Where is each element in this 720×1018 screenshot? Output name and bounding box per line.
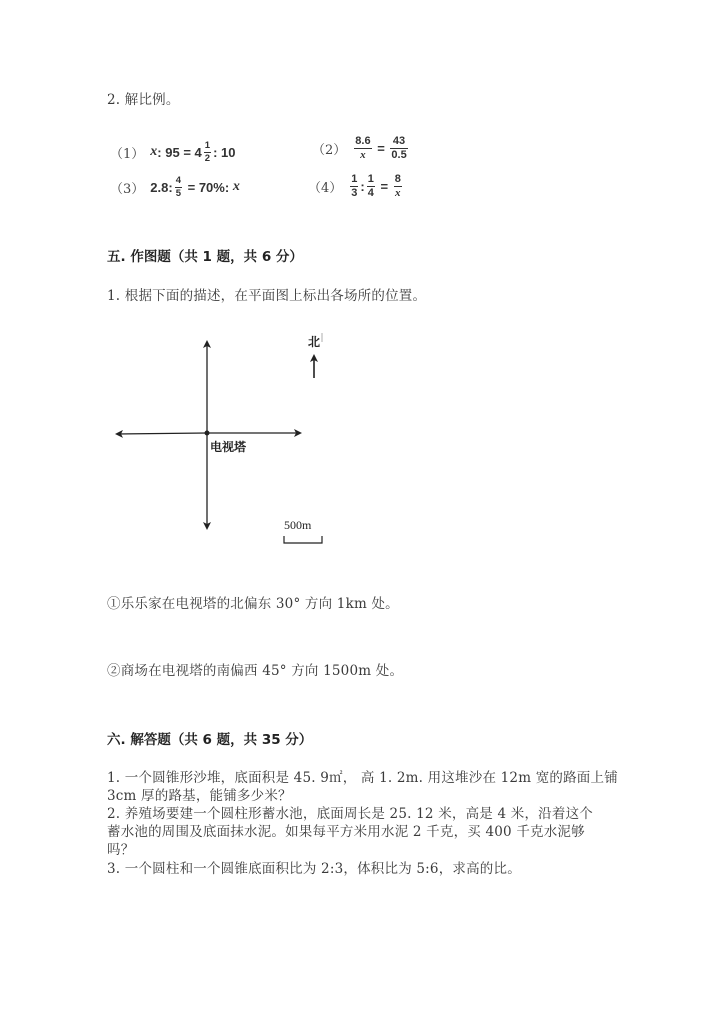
- section-heading-answer: 六. 解答题（共 6 题，共 35 分）: [107, 732, 313, 748]
- question-2-line-1: 2. 养殖场要建一个圆柱形蓄水池，底面周长是 25. 12 米，高是 4 米，沿着这个: [107, 806, 593, 822]
- problem-label: （4）: [308, 181, 343, 196]
- question-1-line-1: 1. 一个圆锥形沙堆，底面积是 45. 9㎡， 高 1. 2m. 用这堆沙在 12m 宽的路面上铺: [107, 770, 618, 786]
- question-1-line-2: 3cm 厚的路基，能铺多少米？: [107, 788, 292, 804]
- fraction: $\frac{4}{5}$: [175, 175, 181, 199]
- problem-label: （1）: [110, 146, 145, 162]
- west-axis: [117, 433, 207, 434]
- section-heading-drawing: 五. 作图题（共 1 题，共 6 分）: [107, 249, 303, 265]
- compass-diagram: [100, 320, 340, 550]
- fraction: $\frac{1}{4}$: [367, 173, 374, 199]
- fraction: $\frac{1}{3}$: [351, 173, 358, 199]
- question-3-line-1: 3. 一个圆柱和一个圆锥底面积比为 2:3，体积比为 5:6，求高的比。: [107, 861, 521, 877]
- ratio-problem-2: （2） $\frac{8.6}{x}$ = $\frac{43}{0.5}$: [312, 135, 407, 161]
- question-2-line-2: 蓄水池的周围及底面抹水泥。如果每平方米用水泥 2 千克，买 400 千克水泥够: [107, 824, 585, 840]
- fraction: $\frac{43}{0.5}$: [391, 135, 407, 161]
- problem-label: （3）: [110, 181, 145, 197]
- statement-1: ①乐乐家在电视塔的北偏东 30° 方向 1km 处。: [107, 596, 399, 612]
- question-2-line-3: 吗？: [107, 842, 135, 858]
- fraction: $\frac{8}{x}$: [394, 173, 401, 199]
- ratio-problem-3: （3） 2.8 : $\frac{4}{5}$ = 70% : x: [110, 175, 240, 199]
- drawing-question: 1. 根据下面的描述，在平面图上标出各场所的位置。: [107, 288, 427, 304]
- north-label: 北: [308, 335, 321, 349]
- scale-bar: [284, 536, 322, 543]
- ratio-problem-1: （1） x : 95 = 4 $\frac{1}{2}$ : 10: [110, 140, 236, 164]
- problem-label: （2）: [312, 143, 347, 158]
- statement-2: ②商场在电视塔的南偏西 45° 方向 1500m 处。: [107, 663, 404, 679]
- tv-tower-point: [205, 431, 210, 436]
- fraction: $\frac{1}{2}$: [204, 140, 211, 164]
- tv-tower-label: 电视塔: [210, 440, 247, 454]
- ratio-section-title: 2. 解比例。: [107, 92, 180, 108]
- axes-svg: [100, 320, 340, 550]
- ratio-problem-4: （4） $\frac{1}{3}$ : $\frac{1}{4}$ = $\frac{8}{x}$: [308, 173, 401, 199]
- fraction: $\frac{8.6}{x}$: [355, 135, 371, 161]
- scale-label: 500m: [284, 518, 312, 532]
